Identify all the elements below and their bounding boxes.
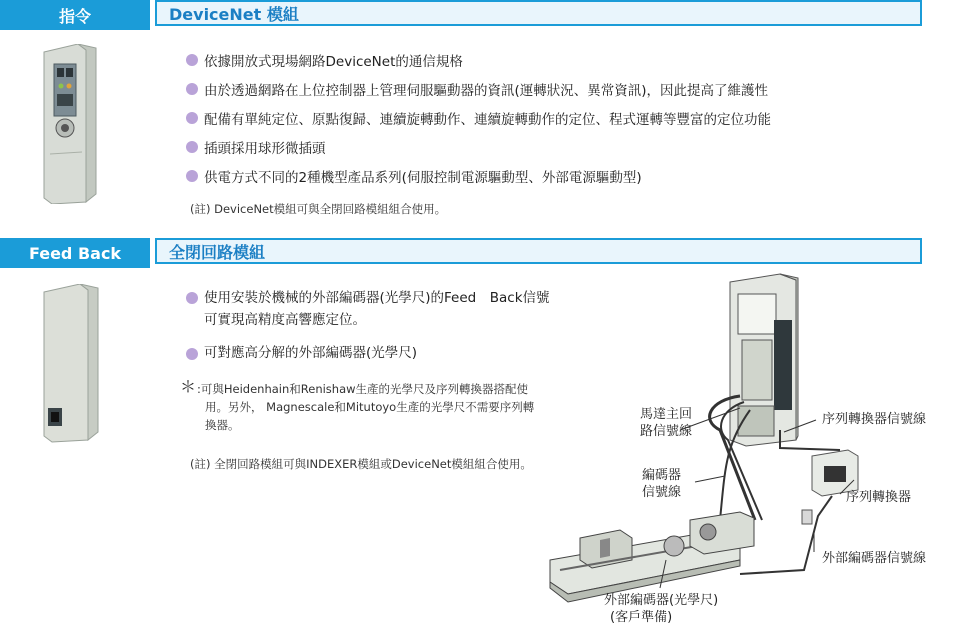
note-line: 換器。 bbox=[205, 418, 240, 432]
devicenet-section-header bbox=[0, 0, 922, 30]
note-line: 用。另外， Magnescale和Mitutoyo生產的光學尺不需要序列轉 bbox=[205, 400, 535, 414]
motor-cable-label-line1: 馬達主回 bbox=[640, 407, 693, 422]
feedback-section-header bbox=[0, 238, 922, 268]
devicenet-feature-list bbox=[186, 50, 771, 195]
section-title: 全閉回路模組 bbox=[155, 238, 922, 264]
list-item: 由於透過網路在上位控制器上管理伺服驅動器的資訊(運轉狀況、異常資訊)，因此提高了維護性 bbox=[186, 79, 771, 108]
list-item-continuation: 可實現高精度高響應定位。 bbox=[204, 312, 366, 328]
ext-encoder-label-line2: (客戶準備) bbox=[610, 610, 673, 625]
list-item: 可對應高分解的外部編碼器(光學尺) bbox=[204, 345, 418, 361]
section-tag: Feed Back bbox=[0, 238, 150, 268]
linear-stage bbox=[550, 512, 754, 602]
list-item: 插頭採用球形微插頭 bbox=[186, 137, 771, 166]
list-item: 供電方式不同的2種機型產品系列(伺服控制電源驅動型、外部電源驅動型) bbox=[186, 166, 771, 195]
system-connection-diagram bbox=[540, 270, 960, 628]
note-line: :可與Heidenhain和Renishaw生產的光學尺及序列轉換器搭配使 bbox=[197, 382, 529, 396]
motor-cable-label-line2: 路信號線 bbox=[640, 424, 693, 439]
asterisk: ＊ bbox=[180, 377, 197, 396]
serial-converter-label: 序列轉換器 bbox=[846, 490, 912, 505]
encoder-cable-label-line2: 信號線 bbox=[642, 485, 682, 500]
servo-amplifier bbox=[730, 274, 798, 446]
feedback-note: (註) 全閉回路模組可與INDEXER模組或DeviceNet模組組合使用。 bbox=[190, 457, 532, 471]
ext-encoder-cable-label: 外部編碼器信號線 bbox=[822, 551, 927, 566]
devicenet-note: (註) DeviceNet模組可與全閉回路模組組合使用。 bbox=[190, 202, 447, 216]
devicenet-module-image bbox=[38, 44, 102, 204]
list-item: 使用安裝於機械的外部編碼器(光學尺)的Feed Back信號 bbox=[204, 290, 550, 306]
serial-cable-label: 序列轉換器信號線 bbox=[822, 412, 927, 427]
list-item: 配備有單純定位、原點復歸、連續旋轉動作、連續旋轉動作的定位、程式運轉等豐富的定位功能 bbox=[186, 108, 771, 137]
ext-encoder-label-line1: 外部編碼器(光學尺) bbox=[604, 593, 719, 608]
feedback-module-image bbox=[38, 284, 102, 444]
list-item: 依據開放式現場網路DeviceNet的通信規格 bbox=[186, 50, 771, 79]
bullet-dot bbox=[186, 348, 198, 360]
bullet-dot bbox=[186, 292, 198, 304]
encoder-cable-label-line1: 編碼器 bbox=[642, 468, 682, 483]
section-tag: 指令 bbox=[0, 0, 150, 30]
section-title: DeviceNet 模組 bbox=[155, 0, 922, 26]
